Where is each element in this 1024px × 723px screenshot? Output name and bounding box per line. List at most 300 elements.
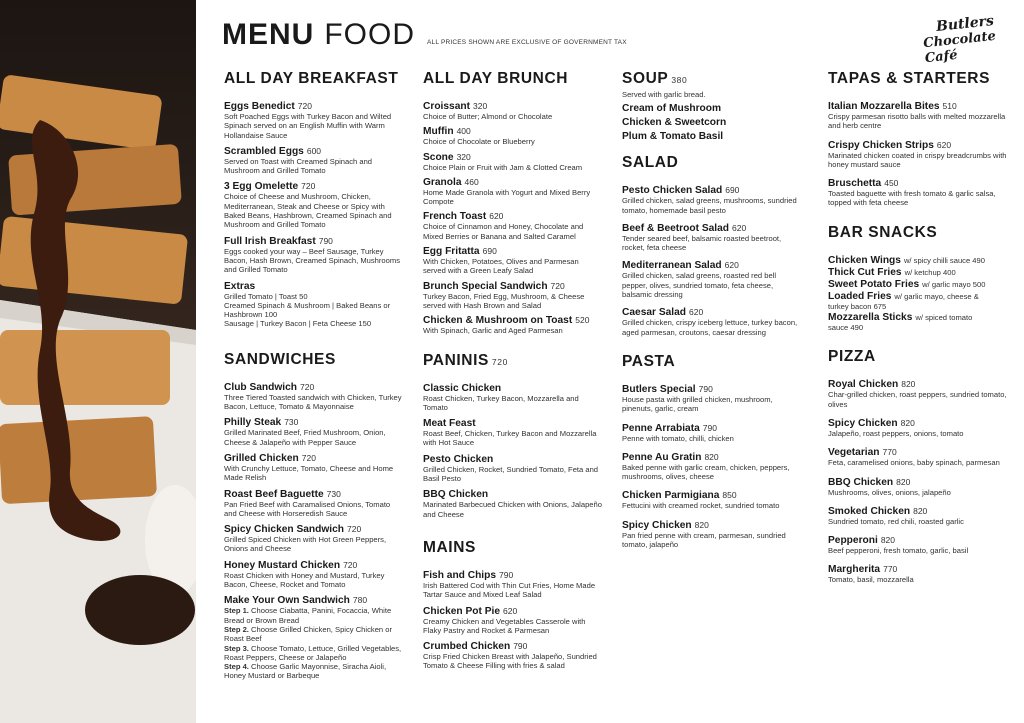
section-title: PIZZA [828,348,876,366]
item-desc: Char-grilled chicken, roast peppers, sundried tomato, olives [828,390,1007,409]
item-desc: Sundried tomato, red chili, roasted garlic [828,516,964,526]
item-price: 820 [896,476,911,487]
item-desc: Marinated Barbecued Chicken with Onions, Jalapeño and Cheese [423,500,602,519]
item-header [423,383,603,394]
section-tapas [828,70,1008,208]
item-name: Club Sandwich [224,381,298,393]
item-header [622,520,800,531]
item-extra: w/ garlic mayo 500 [922,279,986,289]
sandwich-step [224,662,402,681]
menu-item [423,281,603,311]
section-title: PASTA [622,352,676,370]
item-header [224,181,402,192]
menu-subtitle: FOOD [324,18,416,51]
section-salad [622,154,800,337]
item-price: 770 [882,447,897,458]
item-extra: w/ ketchup 400 [904,267,956,277]
step-label: Step 4. [224,662,249,672]
item-price: 620 [724,260,739,271]
item-name: Croissant [423,101,470,112]
section-title: SOUP [622,70,669,87]
column-3 [622,70,800,558]
item-header [224,453,402,464]
item-price: 720 [297,101,312,111]
item-header [622,384,800,395]
section-title: PANINIS [423,351,489,369]
item-header [828,312,1008,323]
section-mains [423,539,603,671]
item-desc: Fettucini with creamed rocket, sundried tomato [622,501,780,511]
menu-item [224,524,402,554]
item-header [423,211,603,222]
menu-item [828,279,1008,290]
item-name: Italian Mozzarella Bites [828,101,940,112]
item-name: Honey Mustard Chicken [224,559,341,571]
menu-item [622,223,800,253]
item-header [622,260,800,271]
item-extra: w/ spicy chilli sauce 490 [903,255,985,265]
item-price: 770 [883,564,898,575]
step-text: Choose Tomato, Lettuce, Grilled Vegetables, Roast Peppers, Cheese or Jalapeño [224,643,402,662]
item-desc: Creamed Spinach & Mushroom | Baked Beans or Hashbrown 100 [224,300,391,320]
item-desc: With Chicken, Potatoes, Olives and Parmesan served with a Green Leafy Salad [423,257,579,276]
item-extra: w/ garlic mayo, cheese & [894,291,979,301]
item-name: Plum & Tomato Basil [622,131,724,143]
item-desc: Grilled Tomato | Toast 50 [224,291,308,301]
column-1 [224,70,402,687]
item-header [828,418,1008,429]
item-header [224,417,402,428]
menu-item [423,246,603,276]
item-desc: Tomato, basil, mozzarella [828,575,914,585]
item-desc: Choice of Cinnamon and Honey, Chocolate and Mixed Berries or Banana and Salted Caramel [423,222,584,241]
section-price: 720 [491,356,508,367]
menu-item [423,641,603,671]
menu-item [224,417,402,447]
item-name: Chicken Wings [828,254,901,266]
item-name: BBQ Chicken [828,476,894,488]
item-desc: Choice Plain or Fruit with Jam & Clotted Cream [423,162,583,172]
menu-item [828,418,1008,438]
item-header [622,185,800,196]
item-price: 720 [301,452,316,463]
item-price: 450 [884,178,899,189]
item-price: 820 [913,505,928,516]
item-desc: turkey bacon 675 [828,301,887,311]
section-breakfast [224,70,402,329]
item-price: 780 [352,595,368,606]
item-desc: Roast Chicken with Honey and Mustard, Turkey Bacon, Cheese, Rocket and Tomato [224,570,385,590]
menu-item [423,152,603,172]
item-name: Scone [423,151,454,163]
item-name: Egg Fritatta [423,246,480,258]
sandwich-step [224,606,402,625]
item-desc: Toasted baguette with fresh tomato & garlic salsa, topped with feta cheese [828,189,996,208]
item-desc: Penne with tomato, chilli, chicken [622,433,734,443]
item-name: Caesar Salad [622,307,686,319]
item-header [828,506,1008,517]
menu-item [423,454,603,484]
item-name: Smoked Chicken [828,505,911,517]
menu-item [828,447,1008,467]
item-price: 720 [347,524,362,535]
item-name: Vegetarian [828,447,880,459]
item-name: Make Your Own Sandwich [224,595,350,607]
item-name: BBQ Chicken [423,489,489,501]
item-header [423,152,603,163]
step-text: Choose Ciabatta, Panini, Focaccia, White Bread or Brown Bread [224,606,392,625]
item-desc: Irish Battered Cod with Thin Cut Fries, Home Made Tartar Sauce and Mixed Leaf Salad [423,580,596,600]
menu-item [423,570,603,600]
section-title: SALAD [622,154,679,172]
item-name: Spicy Chicken Sandwich [224,524,345,536]
menu-item [622,260,800,299]
item-header [423,281,603,292]
item-name: Cream of Mushroom [622,103,722,115]
item-name: Pesto Chicken [423,453,494,465]
column-4 [828,70,1008,594]
menu-item [622,452,800,482]
item-name: Grilled Chicken [224,452,299,464]
menu-item [828,379,1008,409]
item-desc: Sausage | Turkey Bacon | Feta Cheese 150 [224,319,372,329]
item-header [828,279,1008,290]
item-price: 720 [343,559,358,570]
food-photo [0,0,196,723]
section-pasta [622,353,800,549]
item-desc: Baked penne with garlic cream, chicken, peppers, mushrooms, olives, cheese [622,462,790,482]
item-name: Fish and Chips [423,569,497,581]
item-header [828,101,1008,112]
section-title: ALL DAY BRUNCH [423,70,569,87]
item-name: Philly Steak [224,417,282,429]
item-header [423,126,603,137]
menu-item [828,178,1008,208]
item-price: 620 [732,222,747,233]
section-soup [622,70,800,142]
item-name: Muffin [423,126,454,138]
item-name: Butlers Special [622,383,696,395]
item-price: 400 [456,126,471,137]
item-header [622,490,800,501]
item-price: 790 [513,641,528,652]
menu-item-extras [224,281,402,329]
item-desc: Soft Poached Eggs with Turkey Bacon and Wilted Spinach served on an English Muffin with Warm Hollandaise Sauce [224,112,392,140]
item-price: 730 [326,488,341,499]
item-name: Meat Feast [423,418,476,430]
item-desc: Home Made Granola with Yogurt and Mixed Berry Compote [423,187,591,207]
item-desc: With Crunchy Lettuce, Tomato, Cheese and Home Made Relish [224,463,394,483]
item-header [423,489,603,500]
item-desc: Eggs cooked your way – Beef Sausage, Turkey Bacon, Hash Brown, Creamed Spinach, Mushrooms and Grilled Tomato [224,246,401,275]
item-header [423,418,603,429]
item-desc: With Spinach, Garlic and Aged Parmesan [423,326,563,336]
item-name: Scrambled Eggs [224,145,304,157]
item-name: Granola [423,176,462,188]
item-price: 620 [936,139,952,150]
item-header [828,255,1008,266]
item-price: 720 [300,381,315,392]
menu-item-make-your-own [224,595,402,680]
menu-item [622,384,800,414]
menu-item [224,489,402,519]
item-desc: Beef pepperoni, fresh tomato, garlic, basil [828,546,969,556]
item-desc: Grilled chicken, salad greens, mushrooms, sundried tomato, homemade basil pesto [622,196,797,215]
menu-item [828,140,1008,170]
item-extra: w/ spiced tomato [915,313,973,323]
item-name: Chicken Pot Pie [423,605,500,617]
menu-item [622,131,800,142]
menu-item [622,117,800,128]
item-name: French Toast [423,211,487,223]
item-price: 510 [942,101,957,111]
item-header [423,641,603,652]
section-brunch [423,70,603,336]
item-desc: sauce 490 [828,323,864,333]
menu-item [622,103,800,114]
item-desc: Marinated chicken coated in crispy breadcrumbs with honey mustard sauce [828,150,1007,169]
item-desc: Creamy Chicken and Vegetables Casserole with Flaky Pastry and Rocket & Parmesan [423,616,586,635]
item-desc: Grilled Spiced Chicken with Hot Green Peppers, Onions and Cheese [224,535,387,554]
item-desc: Mushrooms, olives, onions, jalapeño [828,487,951,497]
item-price: 460 [464,176,479,187]
item-header [224,524,402,535]
menu-title: MENU [222,18,315,51]
item-name: Royal Chicken [828,379,899,391]
item-header [423,454,603,465]
item-header [423,177,603,188]
item-price: 720 [550,280,565,291]
item-header [828,535,1008,546]
section-bar-snacks [828,224,1008,333]
item-name: Penne Arrabiata [622,422,700,434]
menu-item [423,315,603,335]
item-name: Crispy Chicken Strips [828,139,934,151]
menu-item [224,382,402,412]
item-name: Chicken & Mushroom on Toast [423,315,573,327]
item-header [622,307,800,318]
item-name: Spicy Chicken [622,519,692,531]
step-label: Step 1. [224,606,249,616]
step-label: Step 2. [224,624,249,634]
item-price: 320 [456,151,471,162]
item-name: Mozzarella Sticks [828,312,913,324]
item-header [423,246,603,257]
item-name: Classic Chicken [423,382,502,394]
item-name: Full Irish Breakfast [224,235,316,247]
item-price: 790 [318,235,333,246]
item-desc: Grilled chicken, crispy iceberg lettuce, turkey bacon, aged parmesan, croutons, caesar dressing [622,318,798,337]
sandwich-step [224,644,402,663]
menu-item [622,520,800,550]
item-header [622,117,800,128]
brand-logo: Butlers Chocolate Café [922,13,997,67]
section-pizza [828,348,1008,584]
item-header [423,101,603,112]
tax-note: ALL PRICES SHOWN ARE EXCLUSIVE OF GOVERNMENT TAX [427,39,627,46]
menu-item [828,291,1008,311]
item-name: Penne Au Gratin [622,451,702,463]
step-text: Choose Garlic Mayonnise, Siracha Aioli, Honey Mustard or Barbeque [224,662,387,681]
item-name: Bruschetta [828,178,882,190]
item-header [622,223,800,234]
item-desc: Choice of Cheese and Mushroom, Chicken, Mediterranean, Steak and Cheese or Spicy with Baked Beans, Hashbrown, Creamed Spinach and Mushroom and Grilled Tomato [224,192,392,230]
menu-item [828,564,1008,584]
menu-page [196,0,1024,723]
item-price: 820 [704,451,719,462]
item-name: Chicken & Sweetcorn [622,117,727,129]
item-name: Loaded Fries [828,290,892,302]
step-label: Step 3. [224,643,249,653]
item-name: Sweet Potato Fries [828,278,920,290]
sandwich-step [224,625,402,644]
menu-item [828,506,1008,526]
item-header [828,477,1008,488]
item-desc: Jalapeño, roast peppers, onions, tomato [828,428,964,438]
item-header [622,131,800,142]
item-name: Spicy Chicken [828,417,898,429]
section-title: TAPAS & STARTERS [828,70,991,87]
item-header [423,315,603,326]
item-name: Beef & Beetroot Salad [622,222,729,234]
item-desc: Grilled Chicken, Rocket, Sundried Tomato, Feta and Basil Pesto [423,464,599,484]
item-desc: Turkey Bacon, Fried Egg, Mushroom, & Cheese served with Hash Brown and Salad [423,291,585,310]
menu-item [828,477,1008,497]
section-title: BAR SNACKS [828,223,938,241]
item-price: 820 [900,417,915,428]
section-title: MAINS [423,538,476,556]
menu-item [224,453,402,483]
item-price: 730 [284,417,299,428]
item-name: Roast Beef Baguette [224,488,324,500]
menu-item [423,126,603,146]
item-name: Chicken Parmigiana [622,490,720,502]
section-title: ALL DAY BREAKFAST [224,70,399,87]
item-desc: Served on Toast with Creamed Spinach and Mushroom and Grilled Tomato [224,156,373,176]
item-desc: Pan Fried Beef with Caramalised Onions, Tomato and Cheese with Horseredish Sauce [224,499,391,518]
item-name: Pepperoni [828,535,878,547]
menu-item [224,181,402,229]
menu-item [423,418,603,448]
menu-item [828,267,1008,278]
item-header [224,489,402,500]
item-desc: Crisp Fried Chicken Breast with Jalapeño, Sundried Tomato & Cheese Filling with fries & salad [423,652,597,671]
menu-item [622,185,800,215]
menu-item [224,146,402,176]
section-price: 380 [671,75,688,85]
item-price: 600 [306,145,322,156]
item-price: 320 [473,101,488,111]
item-price: 820 [901,379,916,390]
item-price: 790 [499,569,514,580]
item-desc: Pan fried penne with cream, parmesan, sundried tomato, jalapeño [622,530,786,550]
item-header [224,101,402,112]
menu-header [222,18,627,52]
item-price: 620 [689,307,704,318]
item-price: 720 [301,181,316,192]
menu-item [423,177,603,207]
menu-item [423,101,603,121]
item-header [224,560,402,571]
item-price: 790 [698,383,713,394]
item-price: 820 [880,535,896,546]
item-header [224,382,402,393]
item-desc: Feta, caramelised onions, baby spinach, parmesan [828,458,1000,468]
item-header [828,267,1008,278]
item-header [828,379,1008,390]
item-desc: Roast Chicken, Turkey Bacon, Mozzarella and Tomato [423,393,579,412]
item-name: 3 Egg Omelette [224,181,299,193]
menu-item [224,101,402,140]
section-sandwiches [224,351,402,681]
item-header [622,103,800,114]
item-name: Extras [224,280,256,292]
item-header [828,140,1008,151]
item-header [828,447,1008,458]
item-desc: Choice of Butter; Almond or Chocolate [423,112,553,121]
item-header [423,570,603,581]
item-name: Brunch Special Sandwich [423,280,548,292]
item-price: 520 [575,315,590,326]
item-price: 790 [702,422,717,433]
item-price: 850 [722,490,737,501]
menu-item [828,255,1008,266]
item-price: 690 [482,246,497,257]
menu-item [622,423,800,443]
item-desc: House pasta with grilled chicken, mushroom, pinenuts, garlic, cream [622,394,773,414]
menu-item [423,211,603,241]
step-text: Choose Grilled Chicken, Spicy Chicken or Roast Beef [224,624,392,644]
item-desc: Choice of Chocolate or Blueberry [423,137,535,147]
item-price: 620 [503,605,518,616]
menu-item [423,489,603,519]
item-desc: Roast Beef, Chicken, Turkey Bacon and Mozzarella with Hot Sauce [423,429,597,448]
column-2 [423,70,603,677]
menu-item [423,383,603,413]
item-name: Crumbed Chicken [423,641,511,653]
item-header [224,236,402,247]
item-desc: Tender seared beef, balsamic roasted beetroot, rocket, feta cheese [622,233,782,253]
item-header [622,452,800,463]
item-header [828,564,1008,575]
soup-note: Served with garlic bread. [622,90,706,99]
menu-item [423,606,603,636]
item-desc: Three Tiered Toasted sandwich with Chicken, Turkey Bacon, Lettuce, Tomato & Mayonnaise [224,392,402,412]
item-name: Thick Cut Fries [828,266,902,278]
item-header [828,178,1008,189]
item-price: 690 [725,185,740,196]
item-name: Margherita [828,564,881,576]
section-paninis [423,352,603,519]
menu-item [622,490,800,510]
section-title: SANDWICHES [224,350,336,368]
item-name: Pesto Chicken Salad [622,185,723,197]
item-header [622,423,800,434]
item-desc: Grilled chicken, salad greens, roasted red bell pepper, olives, sundried tomato, feta cheese, balsamic dressing [622,271,777,300]
item-price: 820 [694,519,709,530]
item-name: Mediterranean Salad [622,260,722,272]
item-header [423,606,603,617]
item-desc: Grilled Marinated Beef, Fried Mushroom, Onion, Cheese & Jalapeño with Pepper Sauce [224,428,386,447]
menu-item [224,236,402,275]
menu-item [828,101,1008,131]
item-desc: Crispy parmesan risotto balls with melted mozzarella and herb centre [828,112,1006,131]
menu-item [828,535,1008,555]
menu-item [828,312,1008,332]
item-header [828,291,1008,302]
item-header [224,146,402,157]
item-price: 620 [489,211,504,222]
